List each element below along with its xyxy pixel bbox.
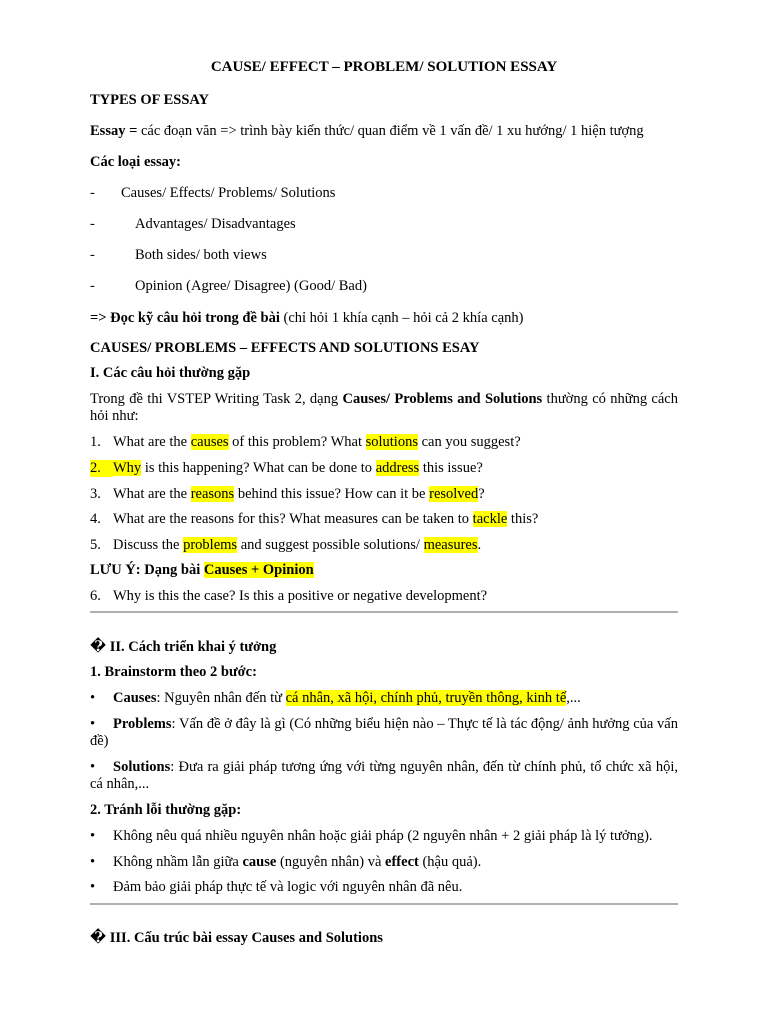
mistake-item: • Không nêu quá nhiều nguyên nhân hoặc giải pháp (2 nguyên nhân + 2 giải pháp là lý tưởng). [90,828,653,844]
mistakes-heading: 2. Tránh lỗi thường gặp: [90,802,242,818]
type-item: - Opinion (Agree/ Disagree) (Good/ Bad) [90,278,367,294]
types-heading: TYPES OF ESSAY [90,92,209,108]
intro-paragraph: Trong đề thi VSTEP Writing Task 2, dạng Causes/ Problems and Solutions thường có những cách hỏi như: [90,391,678,424]
section-1-heading: I. Các câu hỏi thường gặp [90,365,251,381]
question-item: 2. Why is this happening? What can be done to address this issue? [90,460,483,476]
brainstorm-heading: 1. Brainstorm theo 2 bước: [90,664,257,680]
type-item: - Both sides/ both views [90,247,267,263]
section-3-heading: � III. Cấu trúc bài essay Causes and Solutions [90,930,383,946]
essay-definition: Essay = các đoạn văn => trình bày kiến thức/ quan điểm về 1 vấn đề/ 1 xu hướng/ 1 hiện tượng [90,123,644,139]
mistake-item: • Đảm bảo giải pháp thực tế và logic với nguyên nhân đã nêu. [90,879,463,895]
divider [90,903,678,905]
question-item: 4. What are the reasons for this? What measures can be taken to tackle this? [90,511,539,527]
question-item: 1. What are the causes of this problem? What solutions can you suggest? [90,434,521,450]
brainstorm-item: • Problems: Vấn đề ở đây là gì (Có những biểu hiện nào – Thực tế là tác động/ ảnh hưởng của vấn đề) [90,716,678,749]
document-title: CAUSE/ EFFECT – PROBLEM/ SOLUTION ESSAY [210,59,558,75]
brainstorm-item: • Solutions: Đưa ra giải pháp tương ứng với từng nguyên nhân, đến từ chính phủ, tổ chức xã hội, cá nhân,... [90,759,678,792]
question-item: 6. Why is this the case? Is this a positive or negative development? [90,588,488,604]
mistake-item: • Không nhầm lẫn giữa cause (nguyên nhân) và effect (hậu quả). [90,854,482,870]
question-item: 5. Discuss the problems and suggest possible solutions/ measures. [90,537,482,553]
question-item: 3. What are the reasons behind this issue? How can it be resolved? [90,486,485,502]
brainstorm-item: • Causes: Nguyên nhân đến từ cá nhân, xã hội, chính phủ, truyền thông, kinh tế,... [90,690,581,706]
note-line: LƯU Ý: Dạng bài Causes + Opinion [90,562,314,578]
types-label: Các loại essay: [90,154,182,170]
section-2-heading: � II. Cách triển khai ý tưởng [90,639,277,655]
read-note: => Đọc kỹ câu hỏi trong đề bài (chỉ hỏi 1 khía cạnh – hỏi cả 2 khía cạnh) [90,310,524,326]
type-item: - Advantages/ Disadvantages [90,216,296,232]
type-item: - Causes/ Effects/ Problems/ Solutions [90,185,336,201]
divider [90,611,678,613]
section-main-heading: CAUSES/ PROBLEMS – EFFECTS AND SOLUTIONS ESAY [90,340,480,356]
